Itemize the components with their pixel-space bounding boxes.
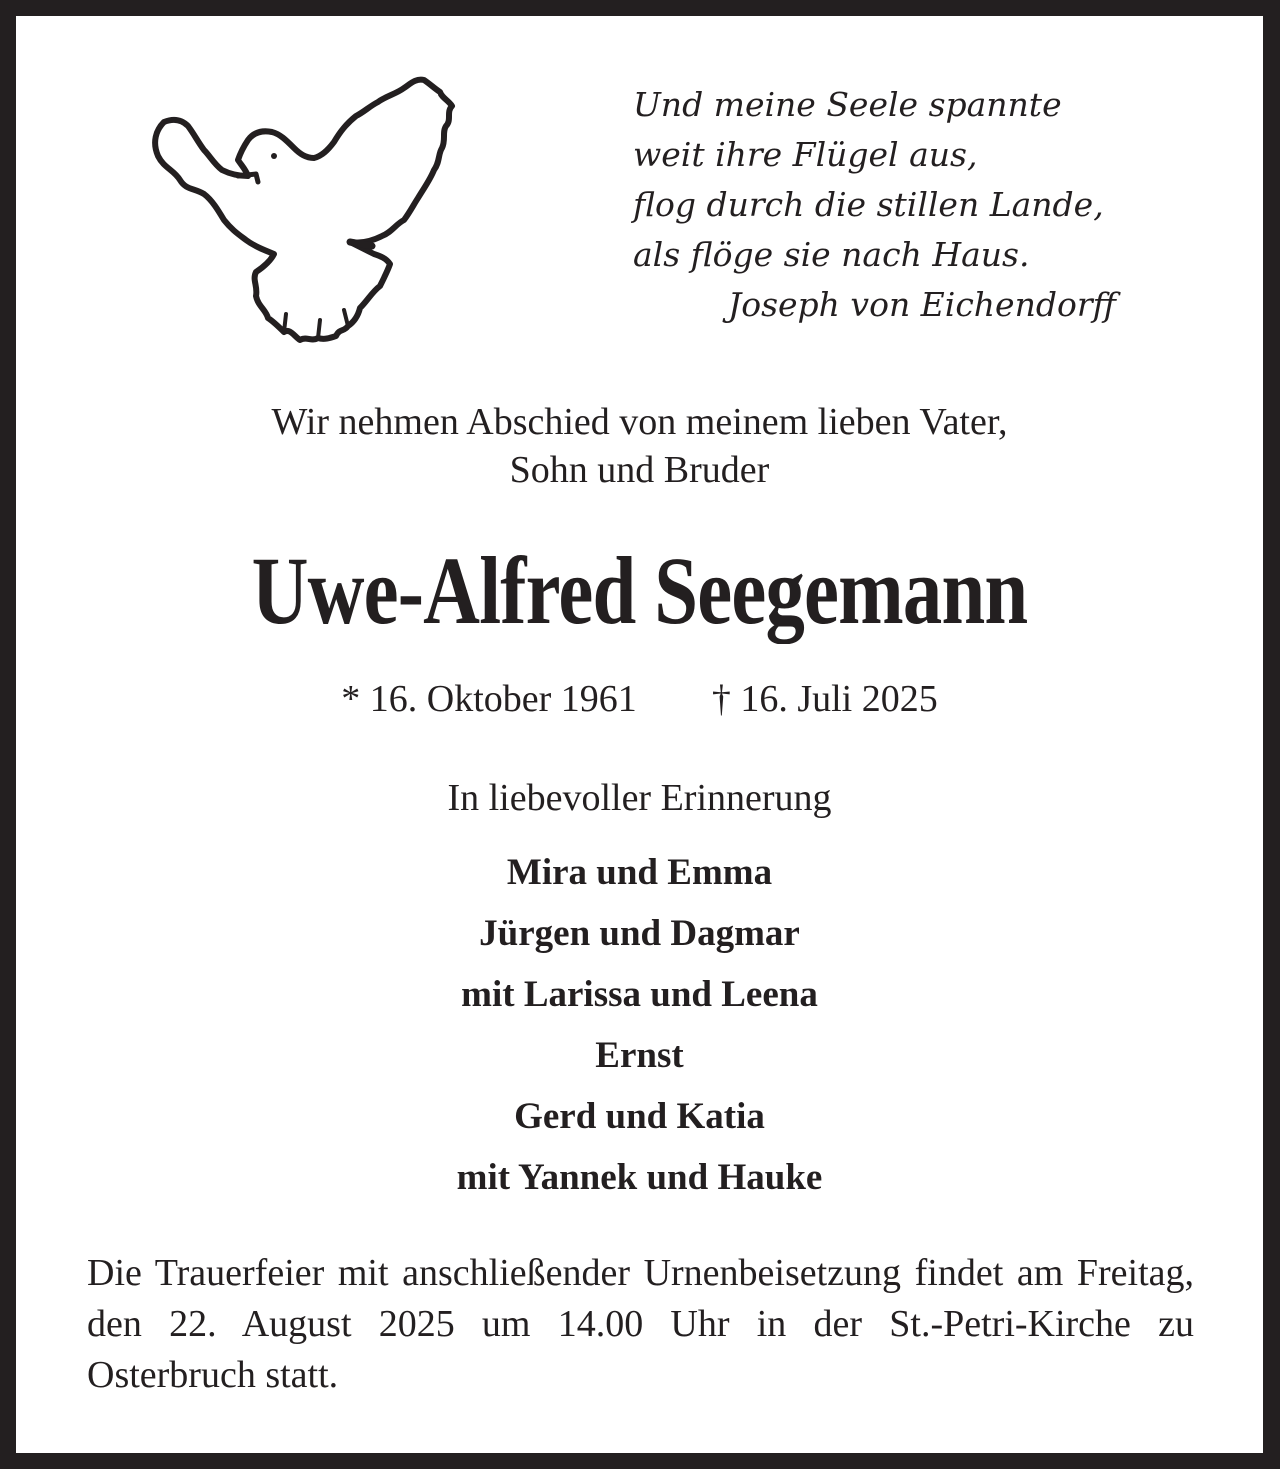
- intro-line: Sohn und Bruder: [509, 449, 770, 491]
- memory-line: In liebevoller Erinnerung: [447, 777, 832, 819]
- mourner-line: mit Yannek und Hauke: [456, 1157, 823, 1198]
- service-notice: Die Trauerfeier mit anschließender Urnenbeisetzung findet am Freitag, den 22. August 2025 um 14.00 Uhr in der St.-Petri-Kirche zu Osterbruch statt.: [87, 1252, 1194, 1396]
- mourner-line: mit Larissa und Leena: [461, 974, 818, 1015]
- intro-line: Wir nehmen Abschied von meinem lieben Vater,: [271, 401, 1008, 443]
- dove-icon: [134, 70, 484, 355]
- poem-line: weit ihre Flügel aus,: [633, 135, 978, 174]
- poem-line: als flöge sie nach Haus.: [633, 235, 1030, 274]
- deceased-name: Uwe-Alfred Seegemann: [251, 537, 1028, 644]
- poem-quote: [633, 80, 1233, 330]
- farewell-intro: [16, 398, 1263, 494]
- death-date: † 16. Juli 2025: [711, 678, 938, 720]
- poem-line: flog durch die stillen Lande,: [633, 185, 1104, 224]
- obituary-notice: [16, 16, 1263, 1453]
- mourner-line: Gerd und Katia: [514, 1096, 765, 1137]
- poem-author: Joseph von Eichendorff: [728, 285, 1116, 324]
- life-dates: [16, 674, 1263, 724]
- mourner-line: Jürgen und Dagmar: [479, 913, 800, 954]
- mourner-line: Ernst: [595, 1035, 684, 1076]
- mourners-list: [16, 842, 1263, 1208]
- poem-line: Und meine Seele spannte: [633, 85, 1062, 124]
- birth-date: * 16. Oktober 1961: [341, 678, 637, 720]
- mourner-line: Mira und Emma: [506, 852, 773, 893]
